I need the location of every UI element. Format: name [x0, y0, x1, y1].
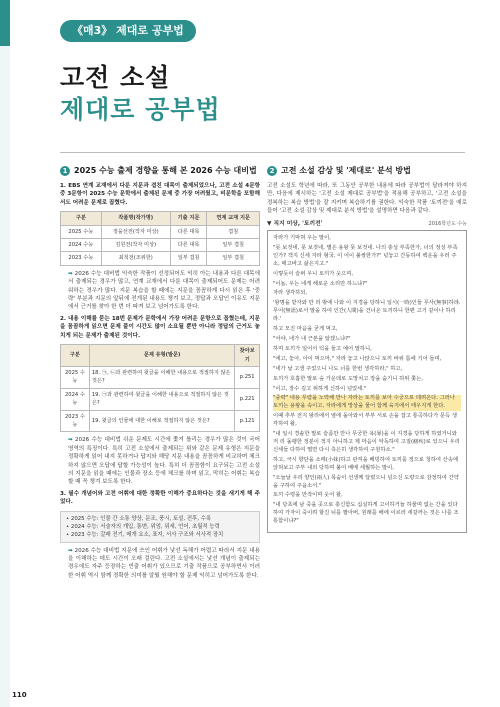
concept-terms-box: [60, 511, 260, 543]
arrow-icon: ➡: [68, 270, 73, 277]
work-paragraph: "에고, 놓아, 아이 먹으마," 자라 놓고 나앉으니 토끼 바위 틈에 기어 들며,: [273, 355, 442, 362]
work-source: 2016학년도 수능: [428, 220, 467, 227]
work-paragraph: 자라 생각하되,: [273, 290, 308, 297]
table-cell: p.121: [235, 410, 260, 432]
table-cell: 최척전(조위한): [101, 252, 170, 265]
work-paragraph: "어야, 네가 내 근본을 알겠느냐?": [273, 336, 351, 342]
section1-strategy1-text: 2026 수능 대비법 익숙한 작품이 선정되어도 익히 아는 내용과 다른 대목에서 출제되는 경우가 많고, 연계 교재에서 다룬 대목이 출제되어도 문제는 어려워하는 경우가 많다. 지문 복습을 할 때에는 지문을 꼼꼼하게 다시 읽은 후 '중략' 부분과 지문의 앞뒤에 전개된 내용도 챙겨 보고, 정답과 오답인 이유도 지문에서 근거를 찾아 한 번 더 따져 보고 넘어가도록 한다.: [68, 270, 260, 311]
work-paragraph: "이놈, 우는 네게 해로운 소리만 하느냐?": [273, 280, 368, 287]
right-column: [267, 166, 467, 533]
section2-number-badge: 2: [267, 166, 277, 176]
concept-terms-item: • 2024 수능: 서술자의 개입, 통변, 위엄, 위세, 언어, 초월적 능력: [66, 523, 220, 530]
top-accent-bar: [0, 0, 10, 46]
work-paragraph: 하며 토끼가 일어서 턱을 들고 예어 말하니,: [273, 345, 372, 352]
table-header: 작품명(작가명): [101, 212, 170, 225]
page-title-line1: 고전 소설: [60, 63, 171, 92]
table-header: 기출 지문: [170, 212, 207, 225]
table-header: 찾아보기: [235, 345, 260, 367]
table-cell: 김원전(작자 미상): [101, 239, 170, 252]
section1-strategy1: [60, 270, 260, 312]
table-cell: 다른 대목: [170, 225, 207, 238]
table-row: [61, 225, 260, 238]
work-paragraph: "이고, 장수 깊고 위하게 신하이 넘었세.": [273, 385, 367, 392]
left-column: [60, 166, 260, 583]
work-paragraph: "내 일시 경솔한 말로 슬픔만 만나 무궁한 욕(辱)을 이 지경을 당하게 하였거니와 저 리 돌팽한 정분이 적지 아니하고 제 마음이 악독하여 고질(痼疾)로 있으니 우리 신세들 다하여 떨면 다시 측은히 생각하여 구원하소.": [273, 431, 460, 453]
work-paragraph: '왕명을 받자와 만 리 밖에 나와 이 지경을 당하니 일시(一時)인들 무사(無事)하랴. 무어(無語)로서 말을 하여 인간(人間)을 건너온 토끼하니 한편 고기 같이나 하리라.': [273, 300, 461, 323]
table-cell: 다른 대목: [170, 239, 207, 252]
section2-intro: 고전 소설도 학년에 따라, 또 그동안 공부한 내용에 따라 공부법이 달라져야 하지만, 다음에 제시하는 '고전 소설 제대로 공부법'을 적용해 공부하고, '고전 소설을 정복하는 복습 방법'을 잘 지키며 복습하기를 권한다. 익숙한 작품 '토끼전'을 예로 들어 '고전 소설 감상 및 제대로 분석 방법'을 설명하면 다음과 같다.: [267, 183, 467, 215]
section1-strategy2: [60, 436, 260, 486]
section1-heading: [60, 166, 260, 176]
work-paragraph: 이때 추부 전지 왕리에서 옆에 돌아와서 부부 서로 손을 잡고 통곡하다가 문득 생각하여 왈,: [273, 413, 457, 428]
table-cell: 2024 수능: [61, 239, 102, 252]
work-title: ▼ 직지 미상, '토끼전': [267, 220, 323, 227]
section2-heading: [267, 166, 467, 176]
table-header-row: [61, 345, 260, 367]
work-paragraph: "네가 날 고생 주었으니 나도 너를 한번 생각하라," 하고,: [273, 365, 403, 372]
table-cell: 2023 수능: [61, 252, 102, 265]
table-cell: 일부 겹침: [170, 252, 207, 265]
table-cell: 정을선전(작자 미상): [101, 225, 170, 238]
table-header: 연계 교재 지문: [207, 212, 260, 225]
section1-point1: 1. EBS 연계 교재에서 다룬 지문과 겹친 대목이 출제되었으나, 고전 소설 4문항 중 3문항이 2025 수능 문학에서 출제된 문제 중 가장 어려웠고, 비문학을 포함해서도 어려운 문제로 꼽혔다.: [60, 183, 260, 206]
section1-point2: 2. 내용 이해를 묻는 18번 문제가 문학에서 가장 어려운 문항으로 꼽혔는데, 지문을 꼼꼼하게 읽으면 문제 풀이 시간도 많이 소요될 뿐만 아니라 정답의 근거도 놓치게 되는 문제가 출제된 것이다.: [60, 315, 260, 339]
table-cell: 2024 수능: [61, 388, 90, 410]
concept-terms-item: • 2023 수능: 갈래 전기, 매개 요소, 표지, 서사 구조와 서사적 장치: [66, 531, 224, 538]
table-header: 구분: [61, 345, 90, 367]
table-row: [61, 239, 260, 252]
section1-point3: 3. 필수 개념어와 고전 어휘에 대한 정확한 이해가 중요하다는 것을 새기게 해 주었다.: [60, 490, 260, 506]
table-cell: p.221: [235, 388, 260, 410]
table-header: 문제 유형(발문): [89, 345, 235, 367]
table-header-row: [61, 212, 260, 225]
question-type-table: [60, 344, 260, 432]
arrow-icon: ➡: [68, 437, 73, 444]
work-paragraph: 하고, 극시 향단을 소매(小妹)하고 관직을 베빙하여 토끼를 정으로 청하여 산속에 앉혀보고 주부 내외 당하며 불어 베메 세월하는 말이,: [273, 456, 459, 471]
work-paragraph: "내 당초에 남 죽을 곳으로 충신함도 십실하게 고이하거늘 하물며 없는 간을 있다 하여 가자이 죽이려 할진 뉘를 팔아버, 원래를 배에 이르러 세갈까는 것은 나를 조롱함이냐?": [273, 502, 459, 525]
work-paragraph: "오늘날 우리 양인(兩人) 목숨이 선생께 달렸으니 넘으신 도량으로 감정하여 간약을 구하여 주옵소서.": [273, 474, 459, 489]
side-strip: [0, 46, 10, 707]
table-cell: 2025 수능: [61, 225, 102, 238]
work-paragraph: 이렇듯이 슬퍼 우니 토끼가 웃으며,: [273, 270, 354, 277]
work-paragraph: 하고 모진 마음을 굳게 먹고,: [273, 326, 338, 333]
work-heading: [267, 220, 467, 228]
page-title-line2: 제대로 공부법: [60, 95, 221, 124]
work-paragraph: "못 보것네, 못 보것네, 별은 용왕 못 보것네. 나의 충성 부족한가, 너의 정성 부족인가? 객지 신세 자라 형국, 이 어이 불쌍한가?" 넋놓고 간동하여 백운을 우러 주소, 매고바고 삶은지고.": [273, 244, 458, 267]
table-cell: 18. ㉠, ㉡과 관련하여 윗글을 이해한 내용으로 적절하지 않은 것은?: [89, 366, 235, 388]
section2-title: 고전 소설 감상 및 '제대로' 분석 방법: [281, 165, 411, 175]
table-cell: 일부 겹침: [207, 252, 260, 265]
title-divider: [60, 152, 465, 153]
table-cell: 2025 수능: [61, 366, 90, 388]
table-cell: 19. 윗글의 인물에 대한 이해로 적절하지 않은 것은?: [89, 410, 235, 432]
section1-title: 2025 수능 출제 경향을 통해 본 2026 수능 대비법: [74, 165, 257, 175]
work-paragraph: 토끼가 호홉한 말로 숲 가운데로 도망치고 장을 숨기니 허위 쫓는,: [273, 375, 423, 382]
work-paragraph-highlighted: "중략" 내용 무렴을 노력해 만나 자라는 토끼를 보아 수궁으로 데려온다. 그러나 토끼는 용왕을 속이고, 자라에게 망상을 물어 함께 육지에서 태우지게 한다.: [273, 395, 461, 411]
exam-work-table: [60, 211, 260, 266]
work-paragraph: 토끼 수령을 만작이며 웃어 왈,: [273, 492, 343, 499]
table-cell: 19. ㉠과 관련하여 윗글을 이해한 내용으로 적절하지 않은 것은?: [89, 388, 235, 410]
section1-strategy2-text: 2026 수능 대비법 쉬운 문제도 시간에 쫓겨 틀리는 경우가 많은 것이 국어 영역의 특징이다. 특히 고전 소설에서 출제되는 위와 같은 문제 유형은 지문을 정확하게 읽어 내지 못하거나 답지와 해당 지문 내용을 꼼꼼하게 비교하며 체크하지 않으면 오답에 답할 가능성이 높다. 특히 더 꼼꼼함이 요구되는 고전 소설의 지문을 읽을 때에는 인물과 장소 등에 체크를 하며 읽고, 막히는 어휘는 복습할 때 꼭 챙겨 보도록 한다.: [68, 437, 260, 486]
table-row: [61, 252, 260, 265]
section1-number-badge: 1: [60, 166, 70, 176]
work-paragraph: 자라가 기막혀 우는 말이,: [273, 235, 331, 242]
page-number: 110: [12, 691, 27, 699]
section1-strategy3: [60, 547, 260, 581]
table-cell: 2023 수능: [61, 410, 90, 432]
table-row: [61, 388, 260, 410]
table-cell: 겹침: [207, 225, 260, 238]
table-row: [61, 366, 260, 388]
table-cell: 일부 겹침: [207, 239, 260, 252]
arrow-icon: ➡: [68, 547, 73, 554]
concept-terms-item: • 2025 수능: 인물 간 소통 양상, 문조, 풍시, 토설, 전후, 수록: [66, 515, 212, 522]
table-cell: p.251: [235, 366, 260, 388]
table-row: [61, 410, 260, 432]
section-tag: 《매3》 제대로 공부법: [60, 20, 196, 42]
section1-strategy3-text: 2026 수능 대비법 지문에 쓰인 어휘가 낯선 독해가 어렵고 따라서 지문 내용을 이해하는 데도 시간이 오래 걸린다. 고전 소설에서는 낯선 개념이 출제되는 경우에도 자주 등장하는 빈출 어휘가 있으므로 기출 작품으로 공부하면서 이러한 어휘 역시 함께 정확한 의미를 알뒀 원해야 할 문제 익히고 넘어가도록 한다.: [68, 547, 260, 579]
work-excerpt-box: [267, 230, 467, 533]
table-header: 구분: [61, 212, 102, 225]
